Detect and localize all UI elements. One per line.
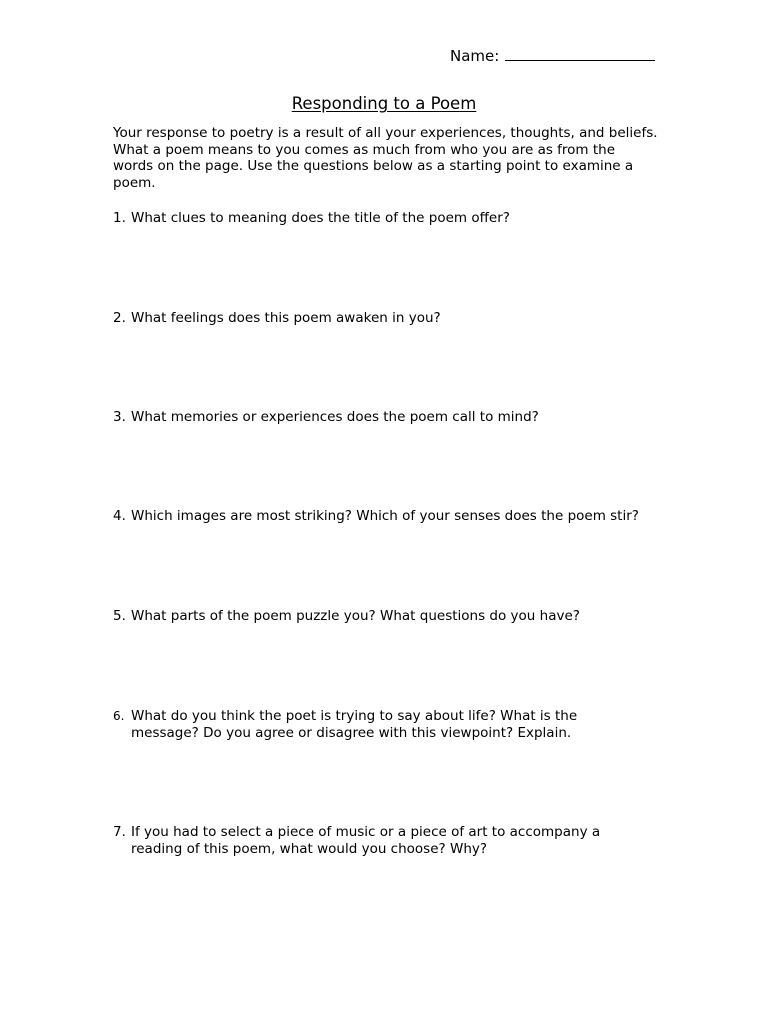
question-4 — [113, 508, 668, 525]
question-6 — [113, 708, 593, 741]
question-text: What do you think the poet is trying to say about life? What is the message? Do you agree or disagree with this viewpoint? Explain. — [131, 708, 578, 741]
question-5 — [113, 608, 668, 625]
question-text: What parts of the poem puzzle you? What questions do you have? — [131, 608, 580, 624]
question-7 — [113, 824, 613, 857]
question-number: 6. — [113, 709, 125, 723]
question-text: What memories or experiences does the poem call to mind? — [131, 409, 539, 425]
question-text: What clues to meaning does the title of the poem offer? — [131, 210, 510, 226]
question-2 — [113, 310, 668, 327]
intro-paragraph: Your response to poetry is a result of all your experiences, thoughts, and beliefs. What a poem means to you comes as much from who you are as from the words on the page. Use the questions below as a starting point to examine a poem. — [113, 125, 658, 192]
name-field — [450, 46, 655, 66]
question-number: 1. — [113, 210, 126, 226]
question-number: 2. — [113, 310, 126, 326]
question-number: 5. — [113, 608, 126, 624]
question-1 — [113, 210, 668, 227]
page-title: Responding to a Poem — [291, 94, 477, 113]
question-number: 4. — [113, 508, 126, 524]
question-text: What feelings does this poem awaken in you? — [131, 310, 441, 326]
name-blank-line[interactable] — [505, 46, 655, 61]
question-text: If you had to select a piece of music or a piece of art to accompany a reading of this poem, what would you choose? Why? — [131, 824, 601, 857]
question-number: 7. — [113, 824, 126, 840]
question-text: Which images are most striking? Which of your senses does the poem stir? — [131, 508, 639, 524]
question-3 — [113, 409, 668, 426]
name-label: Name: — [450, 47, 500, 65]
question-number: 3. — [113, 409, 126, 425]
